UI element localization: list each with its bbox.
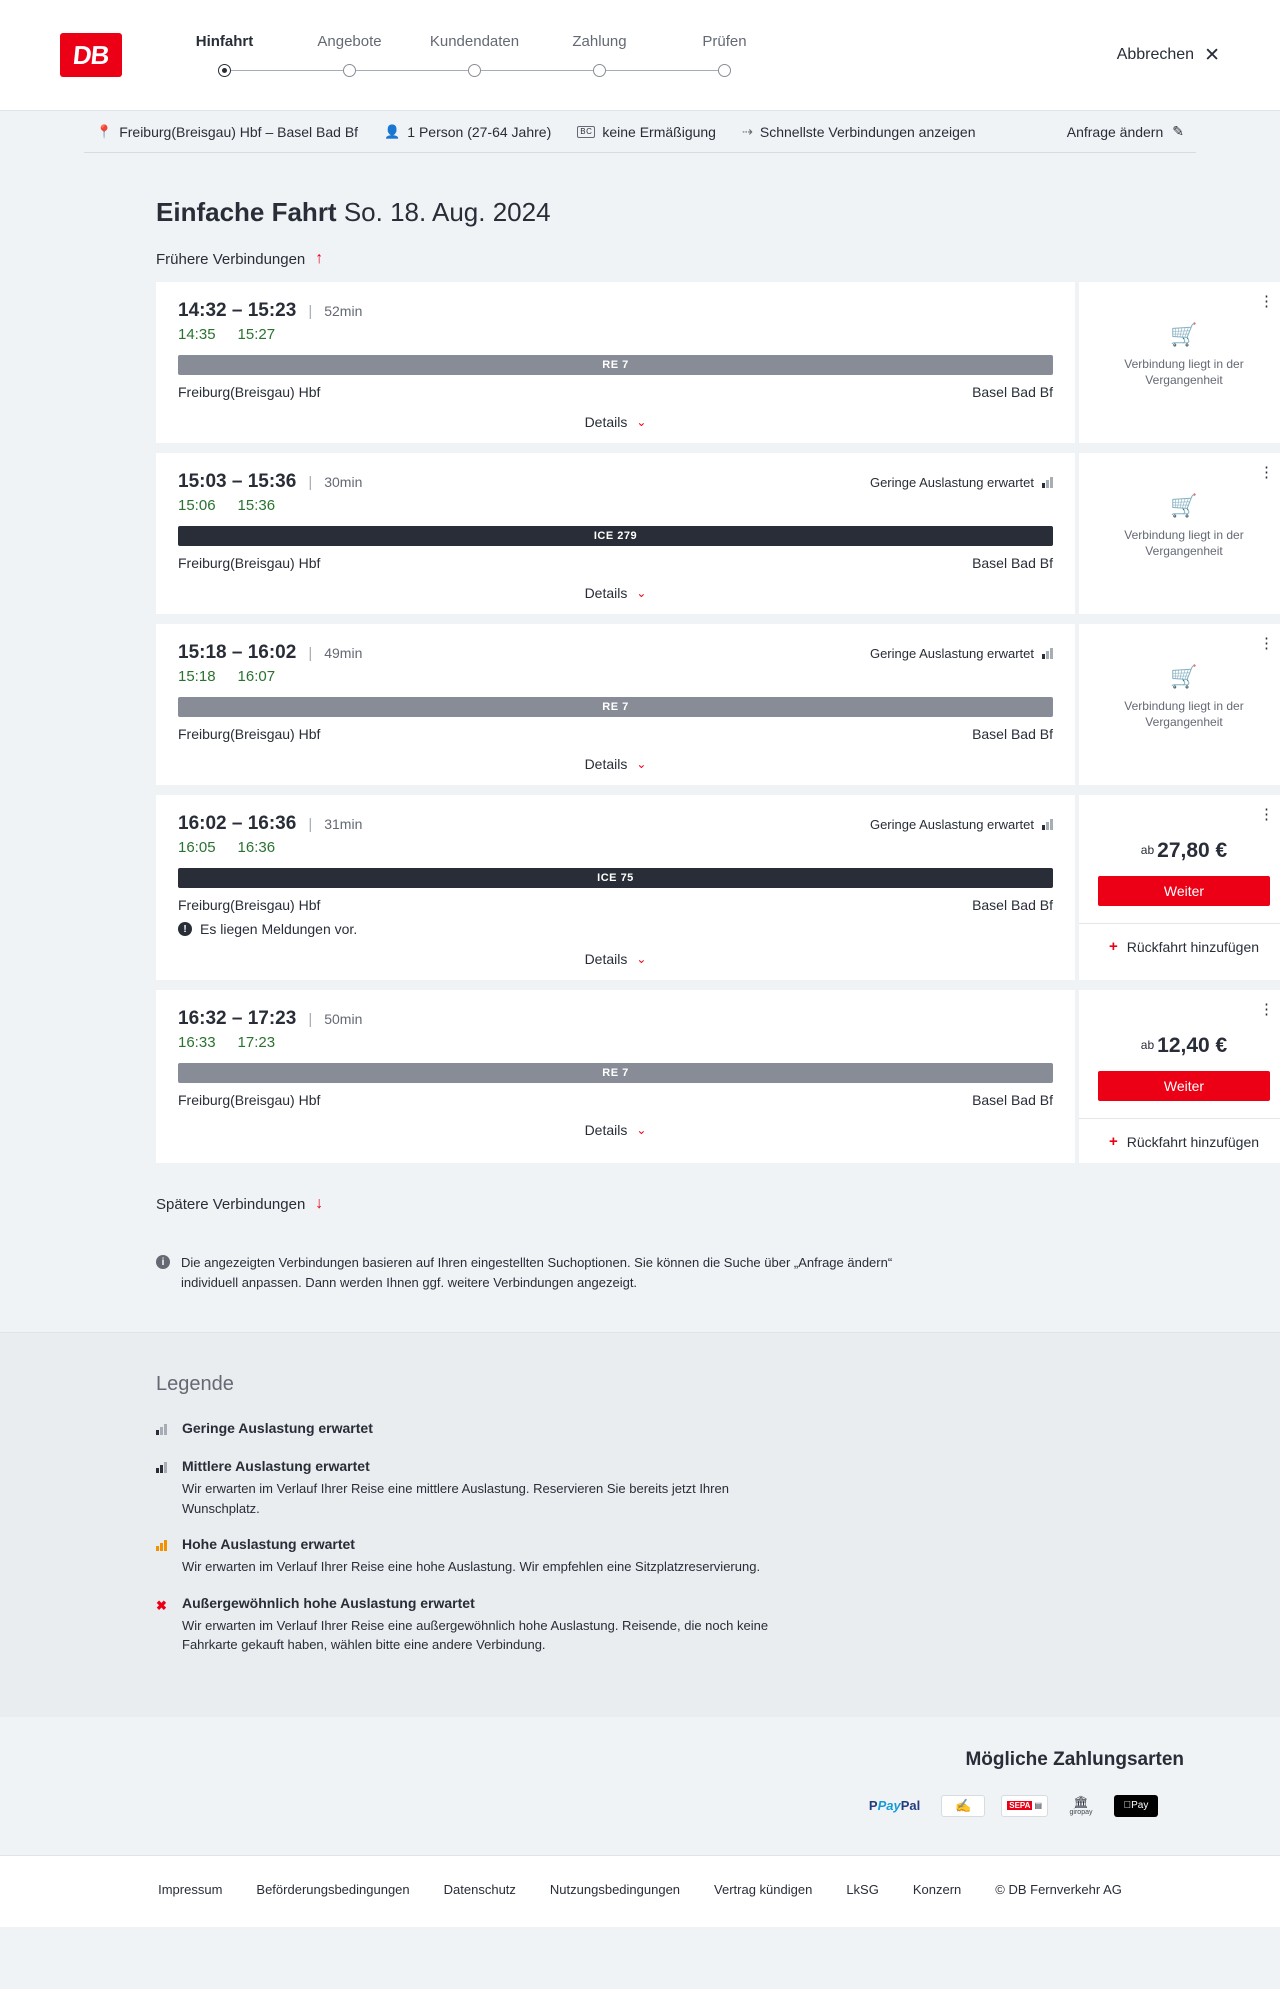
connection-details (156, 795, 1075, 980)
occupancy (870, 646, 1053, 661)
step-dot (218, 64, 231, 77)
legend-icon (156, 1595, 170, 1655)
occupancy-bars-icon (1042, 648, 1053, 659)
connection-time-range: 14:32 – 15:23 (178, 300, 297, 321)
origin-station: Freiburg(Breisgau) Hbf (178, 726, 321, 742)
connection-header (178, 300, 1053, 322)
real-arrival: 16:36 (237, 839, 276, 856)
connection-realtime (178, 668, 1053, 685)
arrow-down-icon: ↓ (315, 1195, 324, 1212)
train-badge[interactable]: RE 7 (178, 1063, 1053, 1083)
bahncard-icon: BC (577, 126, 595, 138)
more-options-icon[interactable]: ⋮ (1259, 293, 1275, 310)
time-divider: | (308, 303, 313, 320)
origin-station: Freiburg(Breisgau) Hbf (178, 555, 321, 571)
page-title (156, 197, 1184, 228)
occupancy-bars-icon (156, 1462, 167, 1473)
connection-duration: 30min (324, 474, 363, 490)
details-label: Details (584, 1122, 628, 1138)
connection-stations (178, 897, 1053, 913)
step-dot (718, 64, 731, 77)
search-hint (156, 1253, 916, 1332)
footer-link[interactable]: Vertrag kündigen (714, 1881, 813, 1897)
connection-time-range: 15:03 – 15:36 (178, 471, 297, 492)
cart-disabled-icon: 🛒 (1170, 664, 1198, 689)
connection-details (156, 990, 1075, 1163)
footer-links (84, 1882, 1196, 1897)
occupancy-bars-icon (156, 1424, 167, 1435)
step-label: Hinfahrt (195, 32, 254, 50)
plus-icon: + (1108, 1133, 1118, 1150)
footer-link[interactable]: Nutzungsbedingungen (549, 1881, 681, 1897)
occupancy-bars-icon (1042, 819, 1053, 830)
earlier-connections-label: Frühere Verbindungen (156, 250, 306, 268)
occupancy-bars-icon (156, 1540, 167, 1551)
add-return-trip-button[interactable] (1079, 1118, 1280, 1163)
connection-details (156, 282, 1075, 443)
step-dot (593, 64, 606, 77)
step-label: Prüfen (702, 32, 747, 50)
search-hint-text: Die angezeigten Verbindungen basieren auf Ihren eingestellten Suchoptionen. Sie können die Suche über „Anfrage ändern“ individuell anpassen. Dann werden Ihnen ggf. weitere Verbindungen angezeigt. (181, 1255, 893, 1290)
kreditkarte-icon: SEPA ▤ (1001, 1795, 1048, 1817)
close-icon: ✕ (1204, 44, 1220, 66)
train-badge[interactable]: ICE 279 (178, 526, 1053, 546)
connection-stations (178, 555, 1053, 571)
time-divider: | (308, 1011, 313, 1028)
step-dot (468, 64, 481, 77)
page-title-strong: Einfache Fahrt (156, 197, 337, 227)
legend-icon (156, 1420, 170, 1440)
footer-link[interactable]: Datenschutz (443, 1881, 516, 1897)
real-departure: 15:18 (178, 668, 216, 685)
legend-section (0, 1332, 1280, 1717)
connection-duration: 50min (324, 1011, 363, 1027)
paypal-icon: P Pay Pal (868, 1798, 921, 1813)
summary-speed-label: Schnellste Verbindungen anzeigen (759, 123, 976, 140)
destination-station: Basel Bad Bf (972, 384, 1053, 400)
connection-stations (178, 1092, 1053, 1108)
connection-stations (178, 384, 1053, 400)
legend-item (156, 1595, 1184, 1655)
details-toggle[interactable] (178, 937, 1053, 980)
occupancy-bars-icon (1042, 477, 1053, 488)
connection-message-text: Es liegen Meldungen vor. (200, 921, 358, 937)
details-toggle[interactable] (178, 1108, 1053, 1151)
step-dot-row (412, 64, 537, 78)
location-pin-icon: 📍 (96, 123, 113, 139)
connection-details (156, 453, 1075, 614)
real-arrival: 17:23 (237, 1034, 276, 1051)
occupancy-label: Geringe Auslastung erwartet (869, 475, 1034, 490)
step-dot-row (287, 64, 412, 78)
connection-duration: 52min (324, 303, 363, 319)
connection-offer (1079, 453, 1280, 614)
destination-station: Basel Bad Bf (972, 555, 1053, 571)
past-connection-text: Verbindung liegt in der Vergangenheit (1124, 357, 1244, 388)
connection-details (156, 624, 1075, 785)
db-logo-text: DB (71, 39, 111, 70)
connection-header (178, 1008, 1053, 1030)
apple-pay-icon: Pay (1114, 1795, 1158, 1817)
legend-item-desc: Wir erwarten im Verlauf Ihrer Reise eine außergewöhnlich hohe Auslastung. Reisende, die noch keine Fahrkarte gekauft haben, wählen bitte eine andere Verbindung. (182, 1617, 769, 1652)
cart-disabled-icon: 🛒 (1170, 322, 1198, 347)
cancel-label: Abbrechen (1116, 46, 1195, 63)
connection-time-range: 16:02 – 16:36 (178, 813, 297, 834)
legend-item-label: Mittlere Auslastung erwartet (182, 1458, 370, 1474)
connection-card (156, 624, 1280, 785)
details-toggle[interactable] (178, 400, 1053, 443)
continue-button[interactable]: Weiter (1098, 876, 1270, 906)
connection-card (156, 282, 1280, 443)
warning-icon: ! (178, 922, 192, 936)
details-toggle[interactable] (178, 742, 1053, 785)
connection-card (156, 453, 1280, 614)
connection-realtime (178, 326, 1053, 343)
step-angebote[interactable] (287, 33, 412, 78)
real-departure: 16:05 (178, 839, 216, 856)
connection-time-range: 16:32 – 17:23 (178, 1008, 297, 1029)
past-connection-text: Verbindung liegt in der Vergangenheit (1124, 528, 1244, 559)
info-icon: i (156, 1255, 170, 1269)
price-prefix: ab (1140, 843, 1155, 857)
destination-station: Basel Bad Bf (972, 1092, 1053, 1108)
very-high-occupancy-icon: ✖ (156, 1597, 167, 1613)
earlier-connections-button[interactable] (156, 250, 323, 268)
person-icon: 👤 (384, 123, 401, 139)
chevron-down-icon: ⌄ (636, 586, 647, 600)
legend-icon (156, 1458, 170, 1518)
main-content (84, 197, 1275, 1332)
occupancy (870, 817, 1053, 832)
real-arrival: 15:27 (237, 326, 276, 343)
legend-item-desc: Wir erwarten im Verlauf Ihrer Reise eine mittlere Auslastung. Reservieren Sie bereits jetzt Ihren Wunschplatz. (182, 1481, 729, 1516)
connection-stations (178, 726, 1053, 742)
connection-realtime (178, 1034, 1053, 1051)
add-return-trip-label: Rückfahrt hinzufügen (1126, 1133, 1260, 1150)
legend-item-label: Hohe Auslastung erwartet (182, 1536, 355, 1552)
change-request-button[interactable] (1067, 123, 1184, 140)
connection-card (156, 990, 1280, 1163)
connection-offer (1079, 990, 1280, 1163)
cancel-button[interactable] (1117, 46, 1220, 65)
fast-arrow-icon: ⇢ (741, 123, 753, 139)
add-return-trip-button[interactable] (1079, 923, 1280, 968)
step-zahlung[interactable] (537, 33, 662, 78)
summary-speed (742, 124, 976, 140)
footer-link[interactable]: Beförderungsbedingungen (256, 1881, 410, 1897)
more-options-icon[interactable]: ⋮ (1259, 464, 1275, 481)
connection-offer (1079, 795, 1280, 980)
train-badge[interactable]: ICE 75 (178, 868, 1053, 888)
connection-header (178, 642, 1053, 664)
price (1141, 839, 1227, 863)
legend-icon (156, 1536, 170, 1577)
footer-link[interactable]: LkSG (846, 1881, 879, 1897)
chevron-down-icon: ⌄ (636, 757, 647, 771)
lastschrift-icon: ✍ (941, 1795, 985, 1817)
connection-message (178, 921, 1053, 937)
origin-station: Freiburg(Breisgau) Hbf (178, 897, 321, 913)
legend-item (156, 1458, 1184, 1518)
connection-duration: 31min (324, 816, 363, 832)
legend-item-label: Geringe Auslastung erwartet (182, 1420, 373, 1436)
step-label: Kundendaten (429, 32, 520, 50)
connection-realtime (178, 839, 1053, 856)
payment-icons (96, 1793, 1184, 1819)
page-footer (0, 1855, 1280, 1927)
step-label: Zahlung (572, 32, 627, 50)
real-departure: 15:06 (178, 497, 216, 514)
summary-discount-label: keine Ermäßigung (602, 123, 716, 140)
cart-disabled-icon: 🛒 (1170, 493, 1198, 518)
more-options-icon[interactable]: ⋮ (1259, 635, 1275, 652)
legend-item (156, 1536, 1184, 1577)
legend-item-desc: Wir erwarten im Verlauf Ihrer Reise eine hohe Auslastung. Wir empfehlen eine Sitzplatzreservierung. (182, 1559, 761, 1574)
legend-title: Legende (156, 1373, 234, 1395)
origin-station: Freiburg(Breisgau) Hbf (178, 384, 321, 400)
occupancy (870, 475, 1053, 490)
summary-route (96, 124, 358, 140)
destination-station: Basel Bad Bf (972, 726, 1053, 742)
summary-passengers-label: 1 Person (27-64 Jahre) (407, 123, 552, 140)
connection-offer (1079, 624, 1280, 785)
origin-station: Freiburg(Breisgau) Hbf (178, 1092, 321, 1108)
footer-link[interactable]: Konzern (912, 1881, 962, 1897)
pencil-icon: ✎ (1172, 123, 1184, 139)
later-connections-label: Spätere Verbindungen (156, 1195, 306, 1213)
payment-title: Mögliche Zahlungsarten (965, 1748, 1184, 1770)
giropay-icon: 🏛 giropay (1069, 1795, 1093, 1816)
connection-list (96, 282, 1275, 1163)
time-divider: | (308, 474, 313, 491)
summary-passengers (384, 124, 551, 140)
connection-header (178, 471, 1053, 493)
continue-button[interactable]: Weiter (1098, 1071, 1270, 1101)
step-dot-row (662, 64, 787, 78)
legend-item (156, 1420, 1184, 1440)
connection-duration: 49min (324, 645, 363, 661)
step-kundendaten[interactable] (412, 33, 537, 78)
destination-station: Basel Bad Bf (972, 897, 1053, 913)
summary-discount (577, 124, 716, 140)
occupancy-label: Geringe Auslastung erwartet (869, 646, 1034, 661)
search-summary-wrap (0, 111, 1280, 153)
page-title-date: So. 18. Aug. 2024 (343, 197, 551, 227)
details-label: Details (584, 414, 628, 430)
chevron-down-icon: ⌄ (636, 415, 647, 429)
step-label: Angebote (317, 32, 382, 50)
real-departure: 14:35 (178, 326, 216, 343)
connection-realtime (178, 497, 1053, 514)
price (1141, 1034, 1227, 1058)
connection-time-range: 15:18 – 16:02 (178, 642, 297, 663)
legend-list (96, 1420, 1184, 1655)
connection-offer (1079, 282, 1280, 443)
chevron-down-icon: ⌄ (636, 1123, 647, 1137)
details-toggle[interactable] (178, 571, 1053, 614)
details-label: Details (584, 951, 628, 967)
arrow-up-icon: ↑ (315, 250, 324, 267)
search-summary (84, 111, 1196, 153)
legend-item-label: Außergewöhnlich hohe Auslastung erwartet (182, 1594, 475, 1611)
checkout-stepper (162, 33, 787, 78)
payment-section (0, 1717, 1280, 1855)
footer-link[interactable]: Impressum (158, 1881, 223, 1897)
step-prüfen[interactable] (662, 33, 787, 78)
footer-copyright: © DB Fernverkehr AG (995, 1881, 1122, 1897)
details-label: Details (584, 756, 628, 772)
more-options-icon[interactable]: ⋮ (1259, 1001, 1275, 1018)
connection-header (178, 813, 1053, 835)
price-value: 27,80 € (1157, 839, 1228, 862)
step-dot-row (537, 64, 662, 78)
later-connections-button[interactable] (156, 1195, 323, 1213)
price-value: 12,40 € (1157, 1034, 1228, 1057)
train-badge[interactable]: RE 7 (178, 697, 1053, 717)
plus-icon: + (1108, 938, 1118, 955)
real-arrival: 16:07 (237, 668, 276, 685)
step-hinfahrt[interactable] (162, 33, 287, 78)
more-options-icon[interactable]: ⋮ (1259, 806, 1275, 823)
time-divider: | (308, 816, 313, 833)
time-divider: | (308, 645, 313, 662)
step-dot-row (162, 64, 287, 78)
header (0, 0, 1280, 111)
add-return-trip-label: Rückfahrt hinzufügen (1126, 938, 1260, 955)
summary-route-label: Freiburg(Breisgau) Hbf – Basel Bad Bf (119, 123, 359, 140)
db-logo[interactable] (60, 33, 122, 77)
real-arrival: 15:36 (237, 497, 276, 514)
step-dot (343, 64, 356, 77)
change-request-label: Anfrage ändern (1066, 123, 1164, 140)
train-badge[interactable]: RE 7 (178, 355, 1053, 375)
chevron-down-icon: ⌄ (636, 952, 647, 966)
connection-card (156, 795, 1280, 980)
occupancy-label: Geringe Auslastung erwartet (869, 817, 1034, 832)
details-label: Details (584, 585, 628, 601)
price-prefix: ab (1140, 1038, 1155, 1052)
real-departure: 16:33 (178, 1034, 216, 1051)
past-connection-text: Verbindung liegt in der Vergangenheit (1124, 699, 1244, 730)
